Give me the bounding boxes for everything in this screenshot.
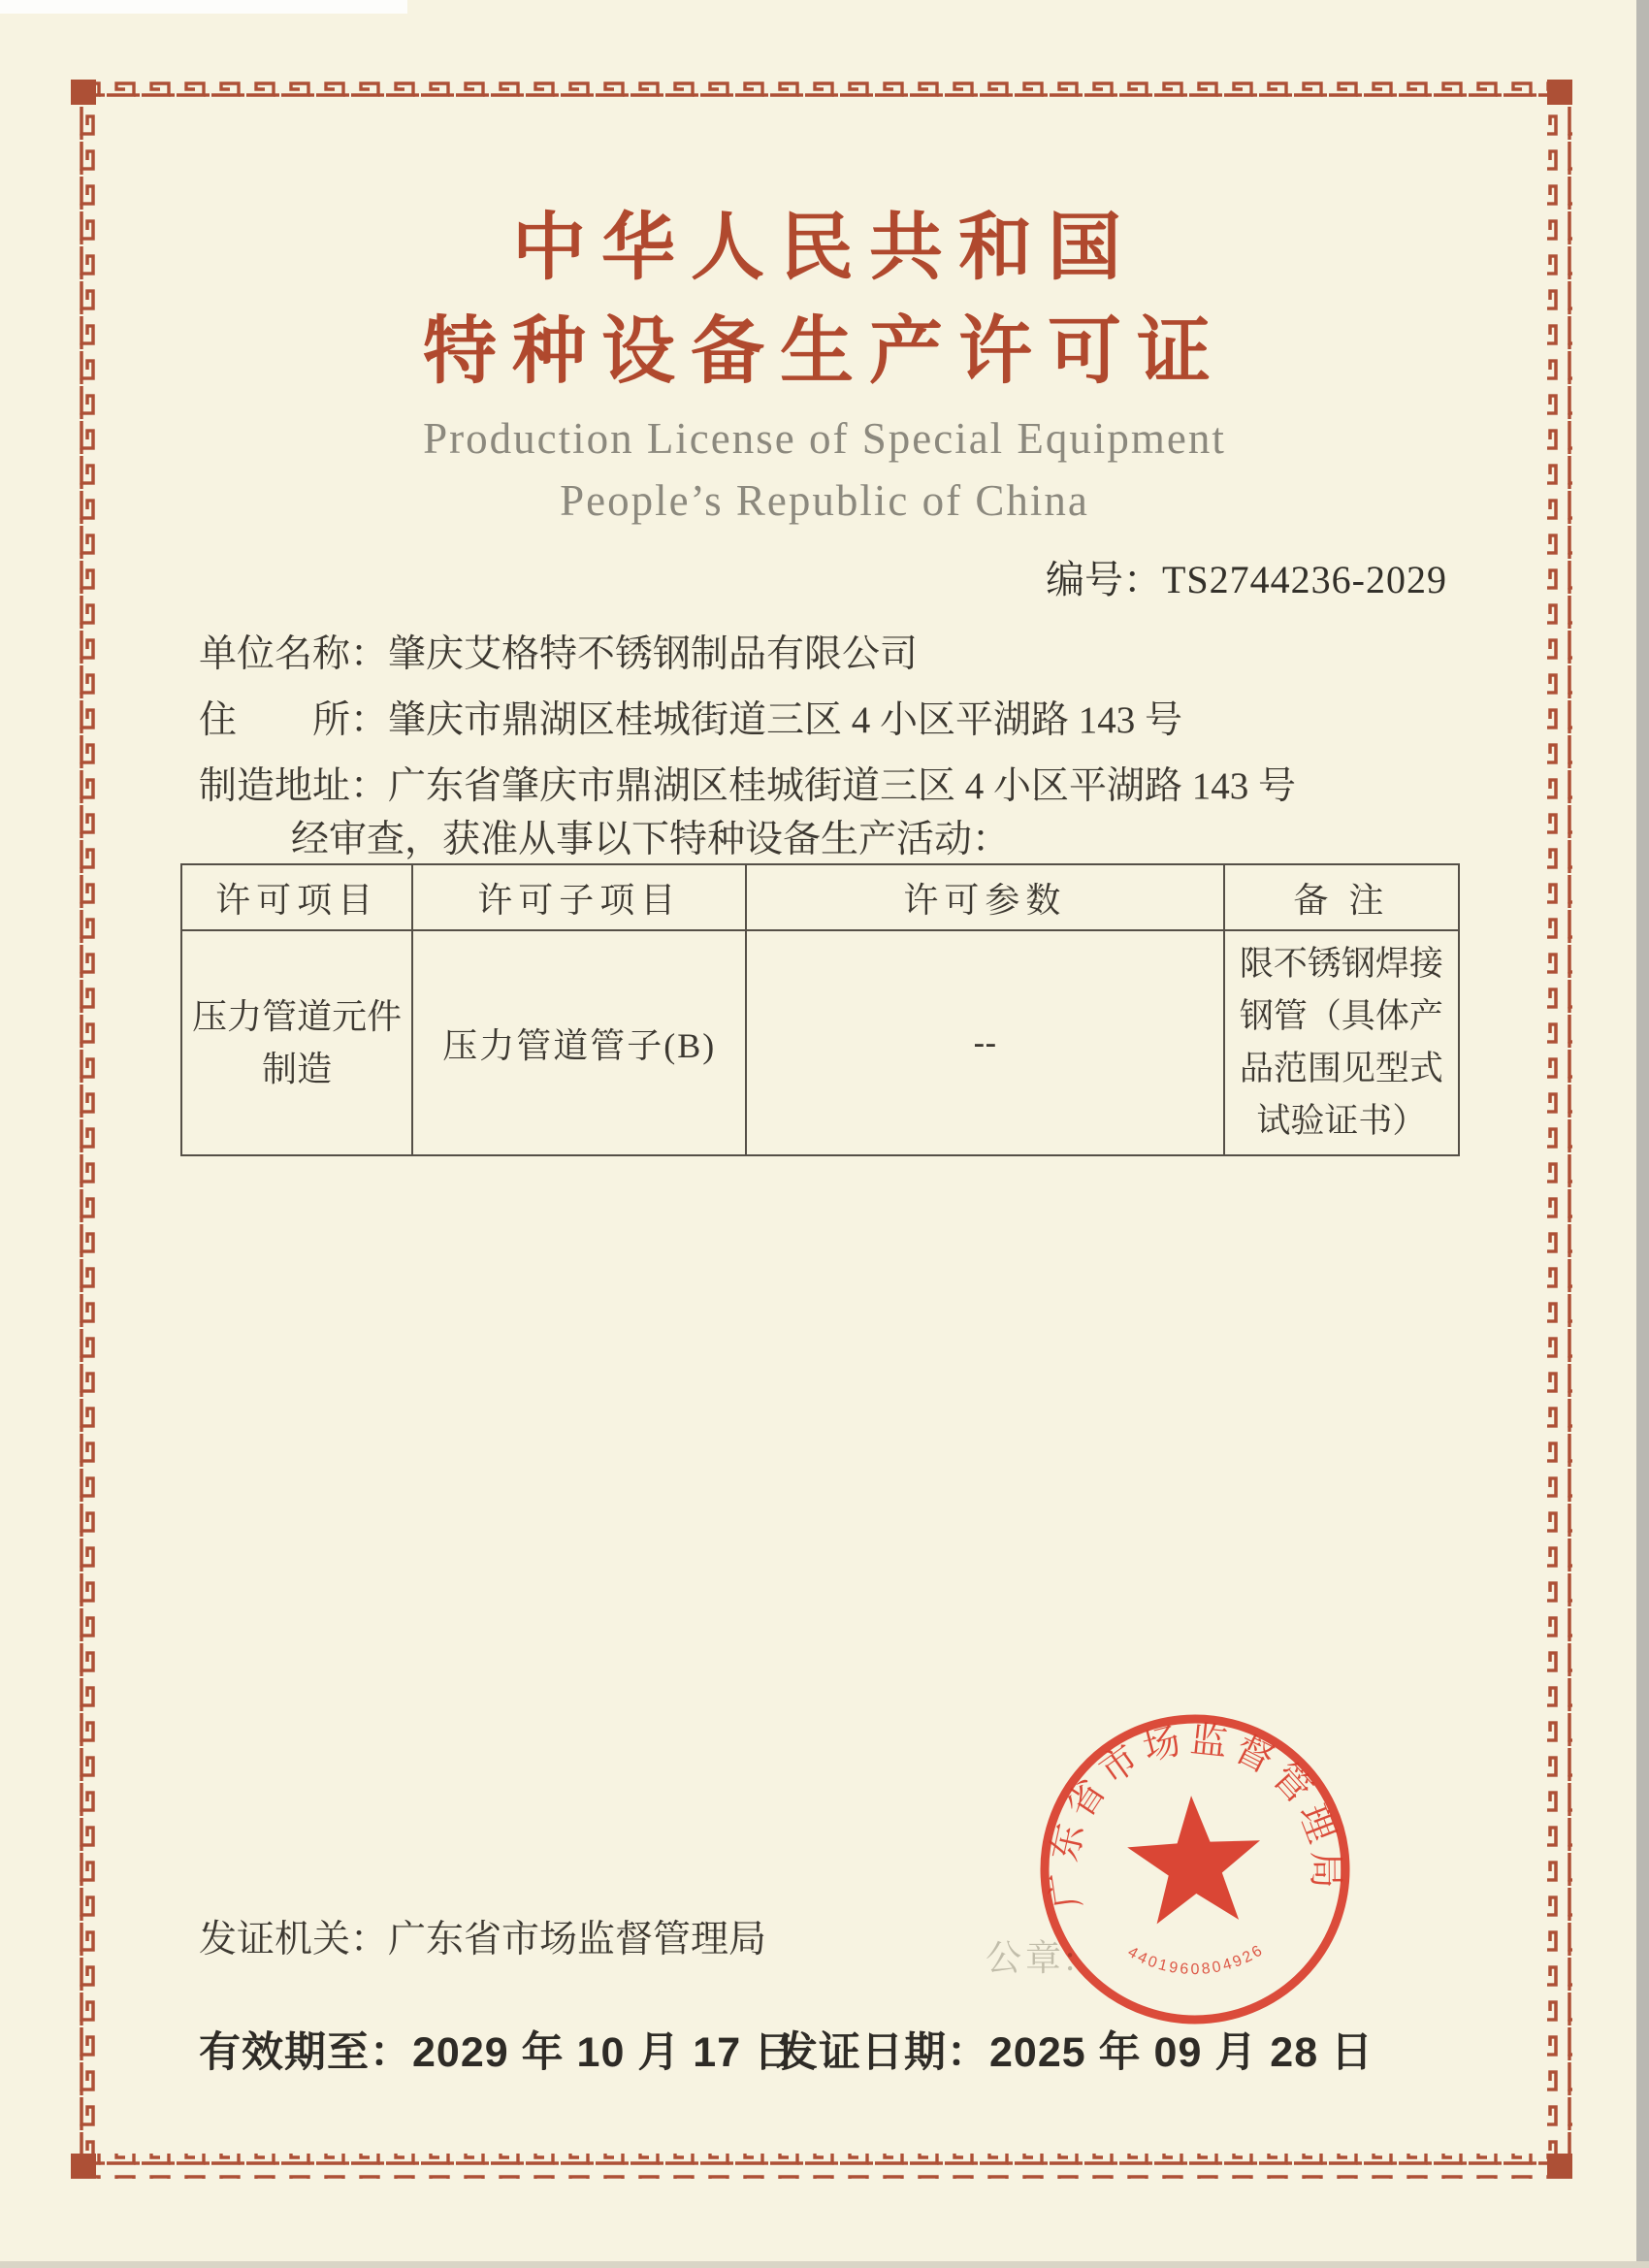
license-number-value: TS2744236-2029 [1162,558,1447,601]
header-permit-subitem: 许可子项目 [412,864,746,930]
field-company-name-label: 单位名称： [199,633,389,675]
issuer-label: 发证机关： [199,1919,389,1960]
field-manufacture-address-value: 广东省肇庆市鼎湖区桂城街道三区 4 小区平湖路 143 号 [388,765,1297,807]
permit-table-row [181,930,1459,1155]
review-note: 经审查，获准从事以下特种设备生产活动： [291,819,1011,860]
field-company-name [199,635,918,673]
field-domicile-label: 住 所： [199,699,389,741]
subtitle-en-line1: Production License of Special Equipment [423,414,1226,463]
permit-table [180,863,1460,1156]
svg-text:4401960804926 [1124,1937,1268,1982]
field-manufacture-address [199,767,1296,805]
issuer-value: 广东省市场监督管理局 [388,1919,767,1960]
title-cn-line1: 中华人民共和国 [512,207,1137,289]
cell-permit-parameter: -- [746,930,1224,1155]
title-cn-line2: 特种设备生产许可证 [423,310,1226,393]
field-domicile-value: 肇庆市鼎湖区桂城街道三区 4 小区平湖路 143 号 [388,699,1183,741]
issuer-line [199,1921,766,1959]
field-company-name-value: 肇庆艾格特不锈钢制品有限公司 [388,633,919,675]
header-permit-parameter: 许可参数 [746,864,1224,930]
license-number-line [1046,558,1447,601]
cell-permit-item: 压力管道元件制造 [181,930,412,1155]
validity-line [199,2029,797,2076]
validity-label: 有效期至： [199,2029,412,2076]
official-seal [1021,1696,1368,2042]
permit-table-header-row [181,864,1459,930]
seal-number-text: 4401960804926 [1124,1941,1267,1979]
header-permit-item: 许可项目 [181,864,412,930]
issue-date-label: 发证日期： [776,2029,989,2076]
seal-watermark-text: 公章: [986,1939,1080,1979]
star-icon [1125,1793,1265,1926]
issue-date-value: 2025 年 09 月 28 日 [989,2029,1374,2076]
field-manufacture-address-label: 制造地址： [199,765,389,807]
license-number-label: 编号： [1046,558,1162,601]
subtitle-en-line2: People’s Republic of China [560,476,1089,525]
cell-permit-subitem: 压力管道管子(B) [412,930,746,1155]
header-remark: 备 注 [1224,864,1459,930]
cell-remark: 限不锈钢焊接钢管（具体产品范围见型式试验证书） [1224,930,1459,1155]
field-domicile [199,701,1182,739]
validity-value: 2029 年 10 月 17 日 [412,2029,797,2076]
seal-arc-text: 广东省市场监督管理局 [1043,1719,1346,1911]
